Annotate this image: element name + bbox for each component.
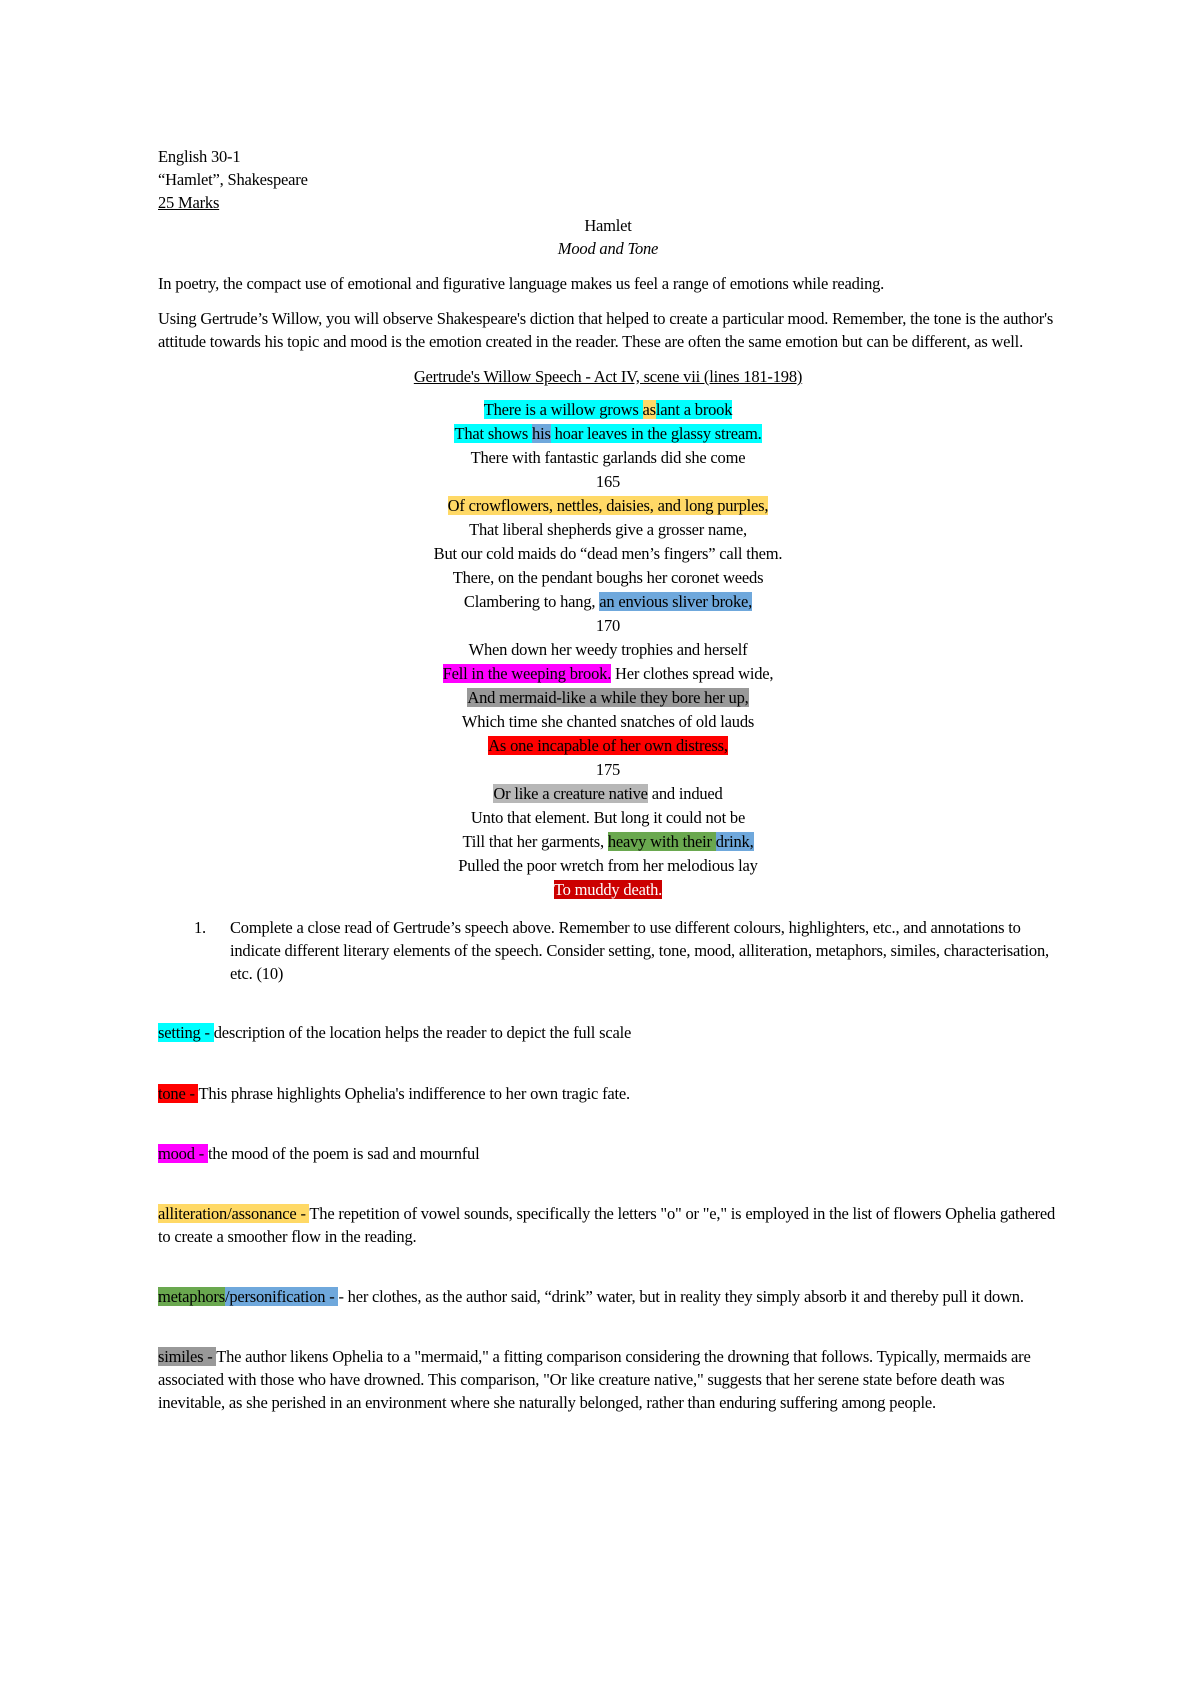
speech-heading: Gertrude's Willow Speech - Act IV, scene vii (lines 181-198)	[413, 367, 803, 386]
poem	[158, 398, 1058, 902]
poem-line-6: But our cold maids do “dead men’s fingers” call them.	[433, 544, 783, 563]
mood-label: mood -	[158, 1144, 208, 1163]
poem-line-13	[158, 734, 1058, 758]
document-body	[158, 145, 1058, 1414]
setting-highlight: There is a willow grows	[483, 400, 643, 419]
answer-text: The repetition of vowel sounds, specifically the letters "o" or "e," is employed in the list of flowers Ophelia gathered to create a smoother flow in the reading.	[158, 1204, 1056, 1246]
setting-highlight: That shows	[454, 424, 533, 443]
answer-alliteration	[158, 1202, 1058, 1248]
answer-setting	[158, 1021, 1058, 1044]
alliteration-label: alliteration/assonance -	[158, 1204, 310, 1223]
intro-paragraph-1: In poetry, the compact use of emotional and figurative language makes us feel a range of emotions while reading.	[158, 274, 885, 293]
assonance-highlight: as	[642, 400, 656, 419]
personification-label: /personification -	[224, 1287, 339, 1306]
question-item	[158, 916, 1058, 985]
poem-line-10	[158, 662, 1058, 686]
poem-line-12: Which time she chanted snatches of old lauds	[461, 712, 755, 731]
poem-line-7: There, on the pendant boughs her coronet weeds	[452, 568, 764, 587]
poem-line-3: There with fantastic garlands did she come	[470, 448, 746, 467]
poem-line-18	[158, 878, 1058, 902]
line-number-165: 165	[595, 472, 621, 491]
poem-line-8	[158, 590, 1058, 614]
work-title: “Hamlet”, Shakespeare	[158, 170, 308, 189]
mood-highlight: Fell in the weeping brook.	[442, 664, 612, 683]
simile-label: similes -	[158, 1347, 217, 1366]
metaphor-label: metaphors	[158, 1287, 225, 1306]
answer-metaphor	[158, 1285, 1058, 1308]
answer-text: the mood of the poem is sad and mournful	[207, 1144, 480, 1163]
plain-text: Till that her garments,	[462, 832, 608, 851]
question-list	[158, 916, 1058, 985]
setting-label: setting -	[158, 1023, 214, 1042]
answer-text: The author likens Ophelia to a "mermaid," a fitting comparison considering the drowning that follows. Typically, mermaids are associated with those who have drowned. This comparison, "Or like creature native," suggests that her serene state before death was inevitable, as she perished in an environment where she naturally belonged, rather than enduring suffering among people.	[158, 1347, 1031, 1412]
plain-text: Clambering to hang,	[463, 592, 600, 611]
plain-text: and indued	[647, 784, 723, 803]
tone-label: tone -	[158, 1084, 199, 1103]
poem-line-17: Pulled the poor wretch from her melodious lay	[458, 856, 758, 875]
poem-line-9: When down her weedy trophies and herself	[468, 640, 748, 659]
simile-highlight: And mermaid-like a while they bore her up,	[467, 688, 749, 707]
answer-text: description of the location helps the reader to depict the full scale	[213, 1023, 632, 1042]
personification-highlight: his	[532, 424, 551, 443]
poem-line-5: That liberal shepherds give a grosser name,	[469, 520, 747, 539]
poem-line-1	[158, 398, 1058, 422]
plain-text: Her clothes spread wide,	[611, 664, 774, 683]
line-number-170: 170	[595, 616, 621, 635]
answer-text: This phrase highlights Ophelia's indifference to her own tragic fate.	[198, 1084, 630, 1103]
intro-paragraph-2: Using Gertrude’s Willow, you will observe Shakespeare's diction that helped to create a particular mood. Remember, the tone is the author's attitude towards his topic and mood is the emotion created in the reader. These are often the same emotion but can be different, as well.	[158, 309, 1054, 351]
line-number-175: 175	[595, 760, 621, 779]
marks-total: 25 Marks	[158, 193, 220, 212]
answer-text: - her clothes, as the author said, “drink” water, but in reality they simply absorb it and thereby pull it down.	[338, 1287, 1024, 1306]
answer-tone	[158, 1082, 1058, 1105]
page-title: Hamlet	[584, 216, 632, 235]
simile-highlight: Or like a creature native	[493, 784, 648, 803]
setting-highlight: lant a brook	[655, 400, 733, 419]
alliteration-highlight: Of crowflowers, nettles, daisies, and long purples,	[447, 496, 769, 515]
tone-highlight: To muddy death.	[553, 880, 663, 899]
poem-line-2	[158, 422, 1058, 446]
question-number: 1.	[194, 918, 206, 937]
tone-highlight: As one incapable of her own distress,	[488, 736, 728, 755]
poem-line-11	[158, 686, 1058, 710]
personification-highlight: drink,	[715, 832, 754, 851]
question-text: Complete a close read of Gertrude’s speech above. Remember to use different colours, highlighters, etc., and annotations to indicate different literary elements of the speech. Consider setting, tone, mood, alliteration, metaphors, similes, characterisation, etc. (10)	[230, 918, 1049, 983]
poem-line-16	[158, 830, 1058, 854]
poem-line-14	[158, 782, 1058, 806]
personification-highlight: an envious sliver broke,	[599, 592, 753, 611]
page-subtitle: Mood and Tone	[557, 239, 659, 258]
setting-highlight: hoar leaves in the glassy stream.	[550, 424, 762, 443]
answer-mood	[158, 1142, 1058, 1165]
metaphor-highlight: heavy with their	[607, 832, 716, 851]
answer-simile	[158, 1345, 1058, 1414]
course-name: English 30-1	[158, 147, 241, 166]
poem-line-4	[158, 494, 1058, 518]
poem-line-15: Unto that element. But long it could not be	[470, 808, 746, 827]
